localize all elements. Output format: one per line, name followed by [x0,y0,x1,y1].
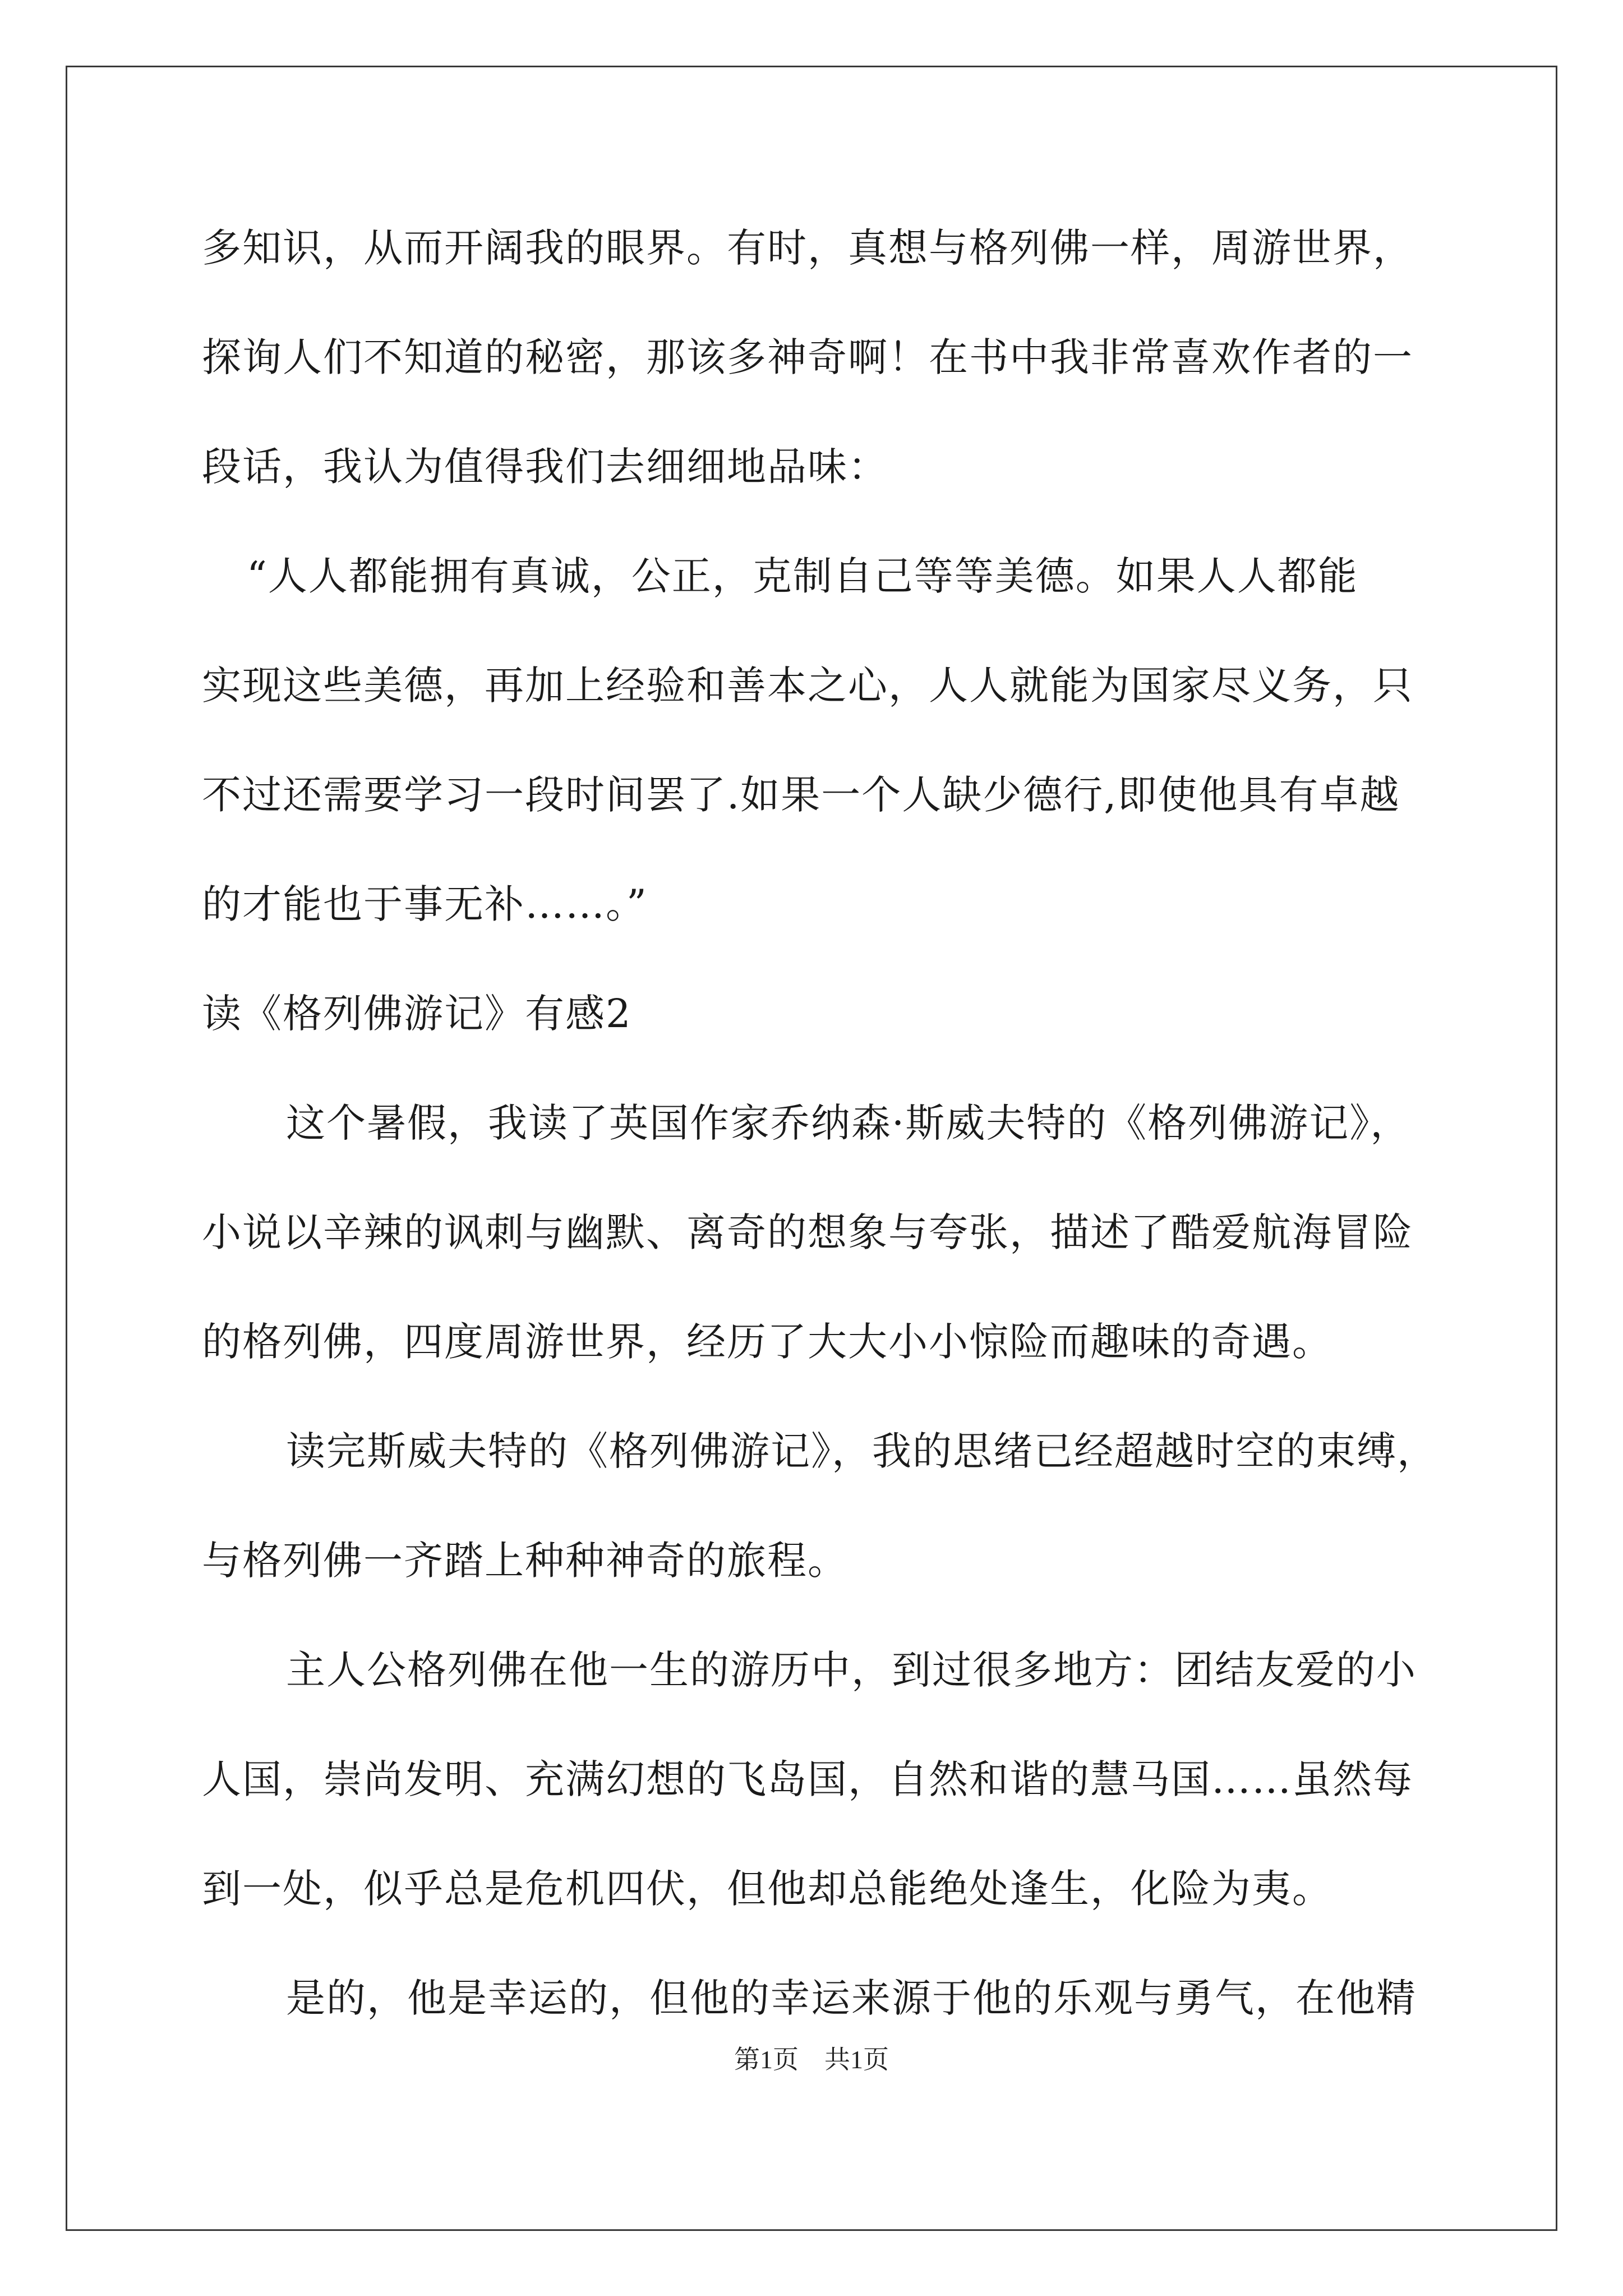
paragraph-line: 是的，他是幸运的，但他的幸运来源于他的乐观与勇气，在他精 [286,1975,1417,2021]
page-number: 第1页 [734,2045,799,2074]
text-line: 多知识，从而开阔我的眼界。有时，真想与格列佛一样，周游世界， [202,225,1413,271]
paragraph-line: 人国，崇尚发明、充满幻想的飞岛国，自然和谐的慧马国……虽然每 [202,1756,1413,1802]
paragraph-line: 主人公格列佛在他一生的游历中，到过很多地方：团结友爱的小 [286,1647,1417,1693]
page-total: 共1页 [824,2045,889,2074]
quote-line: 实现这些美德，再加上经验和善本之心，人人就能为国家尽义务，只 [202,662,1413,708]
paragraph-line: 小说以辛辣的讽刺与幽默、离奇的想象与夸张，描述了酷爱航海冒险 [202,1209,1413,1255]
quote-line: 不过还需要学习一段时间罢了.如果一个人缺少德行,即使他具有卓越 [202,772,1400,818]
text-line: 段话，我认为值得我们去细细地品味： [202,444,888,490]
quote-line: “人人都能拥有真诚，公正，克制自己等等美德。如果人人都能 [247,553,1358,599]
text-line: 探询人们不知道的秘密，那该多神奇啊！在书中我非常喜欢作者的一 [202,334,1413,380]
quote-line: 的才能也于事无补……。” [202,881,648,927]
paragraph-line: 的格列佛，四度周游世界，经历了大大小小惊险而趣味的奇遇。 [202,1319,1332,1365]
section-heading: 读《格列佛游记》有感2 [202,991,632,1037]
paragraph-line: 这个暑假，我读了英国作家乔纳森·斯威夫特的《格列佛游记》， [286,1100,1411,1146]
page-footer [0,2039,1623,2076]
paragraph-line: 与格列佛一齐踏上种种神奇的旅程。 [202,1538,848,1584]
paragraph-line: 读完斯威夫特的《格列佛游记》，我的思绪已经超越时空的束缚， [286,1428,1437,1474]
document-body [202,194,1436,2053]
paragraph-line: 到一处，似乎总是危机四伏，但他却总能绝处逢生，化险为夷。 [202,1866,1332,1912]
